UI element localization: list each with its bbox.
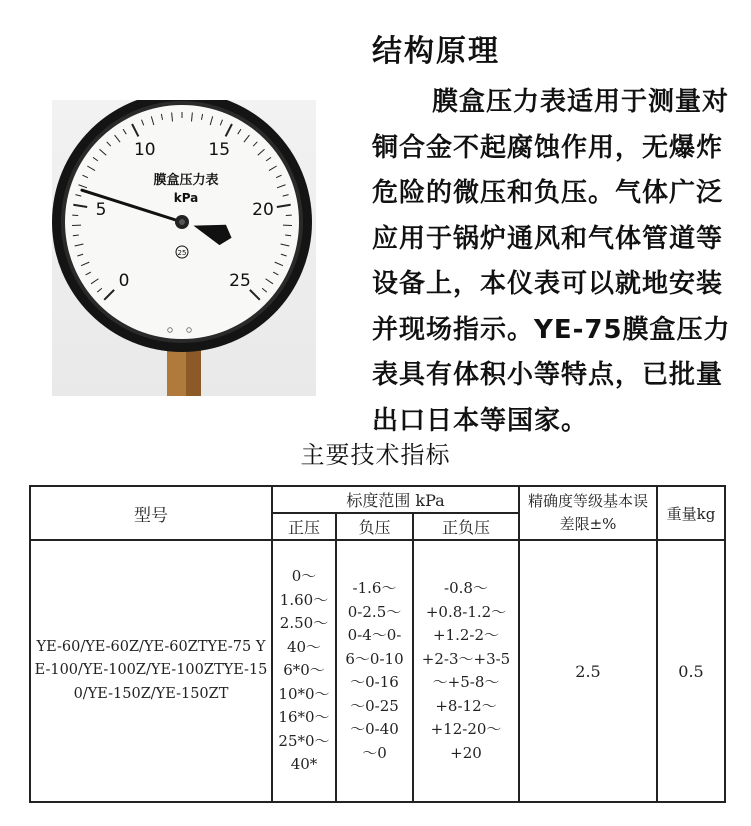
positive-line: 40* — [290, 755, 318, 774]
cell-accuracy: 2.5 — [519, 540, 657, 802]
compound-line: +8-12～ — [435, 696, 497, 715]
table-title: 主要技术指标 — [300, 441, 451, 469]
cell-positive — [272, 540, 336, 802]
header-compound: 正负压 — [413, 513, 519, 540]
positive-line: 6*0～ — [283, 661, 325, 680]
positive-line: 40～ — [286, 637, 322, 656]
positive-line: 1.60～ — [279, 590, 329, 609]
cell-weight: 0.5 — [657, 540, 725, 802]
gauge-scale-label: 15 — [208, 139, 231, 160]
compound-line: +1.2-2～ — [432, 626, 500, 644]
positive-line: 10*0～ — [278, 684, 330, 703]
positive-line: 2.50～ — [279, 614, 329, 633]
negative-line: 6～0-10 — [345, 649, 404, 668]
negative-line: 0-2.5～ — [347, 602, 402, 621]
negative-range-lines — [337, 577, 412, 765]
header-positive: 正压 — [272, 513, 336, 540]
negative-line: ～0-40 — [350, 720, 399, 738]
gauge-unit-label: kPa — [173, 191, 199, 205]
compound-range-lines — [414, 577, 518, 765]
compound-line: ～+5-8～ — [432, 673, 500, 691]
description-paragraph: 膜盒压力表适用于测量对铜合金不起腐蚀作用，无爆炸危险的微压和负压。气体广泛应用于锅炉通风和气体管道等设备上，本仪表可以就地安装并现场指示。YE-75膜盒压力表具有体积小等特点，已批量出口日本等国家。 — [372, 87, 731, 436]
spec-table — [29, 485, 726, 803]
gauge-scale-label: 20 — [252, 200, 274, 221]
header-range: 标度范围 kPa — [272, 486, 519, 513]
header-model: 型号 — [30, 486, 272, 540]
negative-line: ～0 — [362, 743, 387, 762]
gauge-face-label: 膜盒压力表 — [153, 173, 219, 188]
header-accuracy: 精确度等级基本误差限±% — [519, 486, 657, 540]
compound-line: -0.8～ — [444, 579, 488, 597]
gauge-scale-label: 0 — [118, 270, 130, 291]
negative-line: -1.6～ — [352, 579, 397, 597]
positive-range-lines — [273, 565, 335, 777]
cell-model — [30, 540, 272, 802]
cell-negative — [336, 540, 413, 802]
gauge-class-mark: 25 — [177, 249, 187, 257]
gauge-pivot-cap — [179, 219, 185, 225]
compound-line: +20 — [450, 743, 482, 762]
positive-line: 25*0～ — [278, 731, 330, 750]
model-list: YE-60/YE-60Z/YE-60ZTYE-75 YE-100/YE-100Z/YE-100ZTYE-150/YE-150Z/YE-150ZT — [34, 638, 268, 702]
compound-line: +12-20～ — [430, 720, 502, 738]
section-title: 结构原理 — [372, 34, 500, 69]
positive-line: 0～ — [291, 567, 317, 586]
negative-line: 0-4～0- — [347, 626, 402, 644]
header-weight: 重量kg — [657, 486, 725, 540]
cell-compound — [413, 540, 519, 802]
gauge-stem-shade — [186, 348, 201, 396]
gauge-scale-label: 5 — [95, 200, 107, 221]
negative-line: ～0-25 — [350, 696, 399, 715]
negative-line: ～0-16 — [350, 673, 399, 691]
compound-line: +0.8-1.2～ — [425, 602, 507, 621]
header-negative: 负压 — [336, 513, 413, 540]
compound-line: +2-3～+3-5 — [421, 649, 511, 668]
pressure-gauge-illustration — [52, 100, 316, 396]
positive-line: 16*0～ — [278, 708, 330, 727]
gauge-scale-label: 25 — [229, 270, 251, 291]
gauge-scale-label: 10 — [133, 139, 156, 160]
gauge-photo — [52, 100, 316, 396]
